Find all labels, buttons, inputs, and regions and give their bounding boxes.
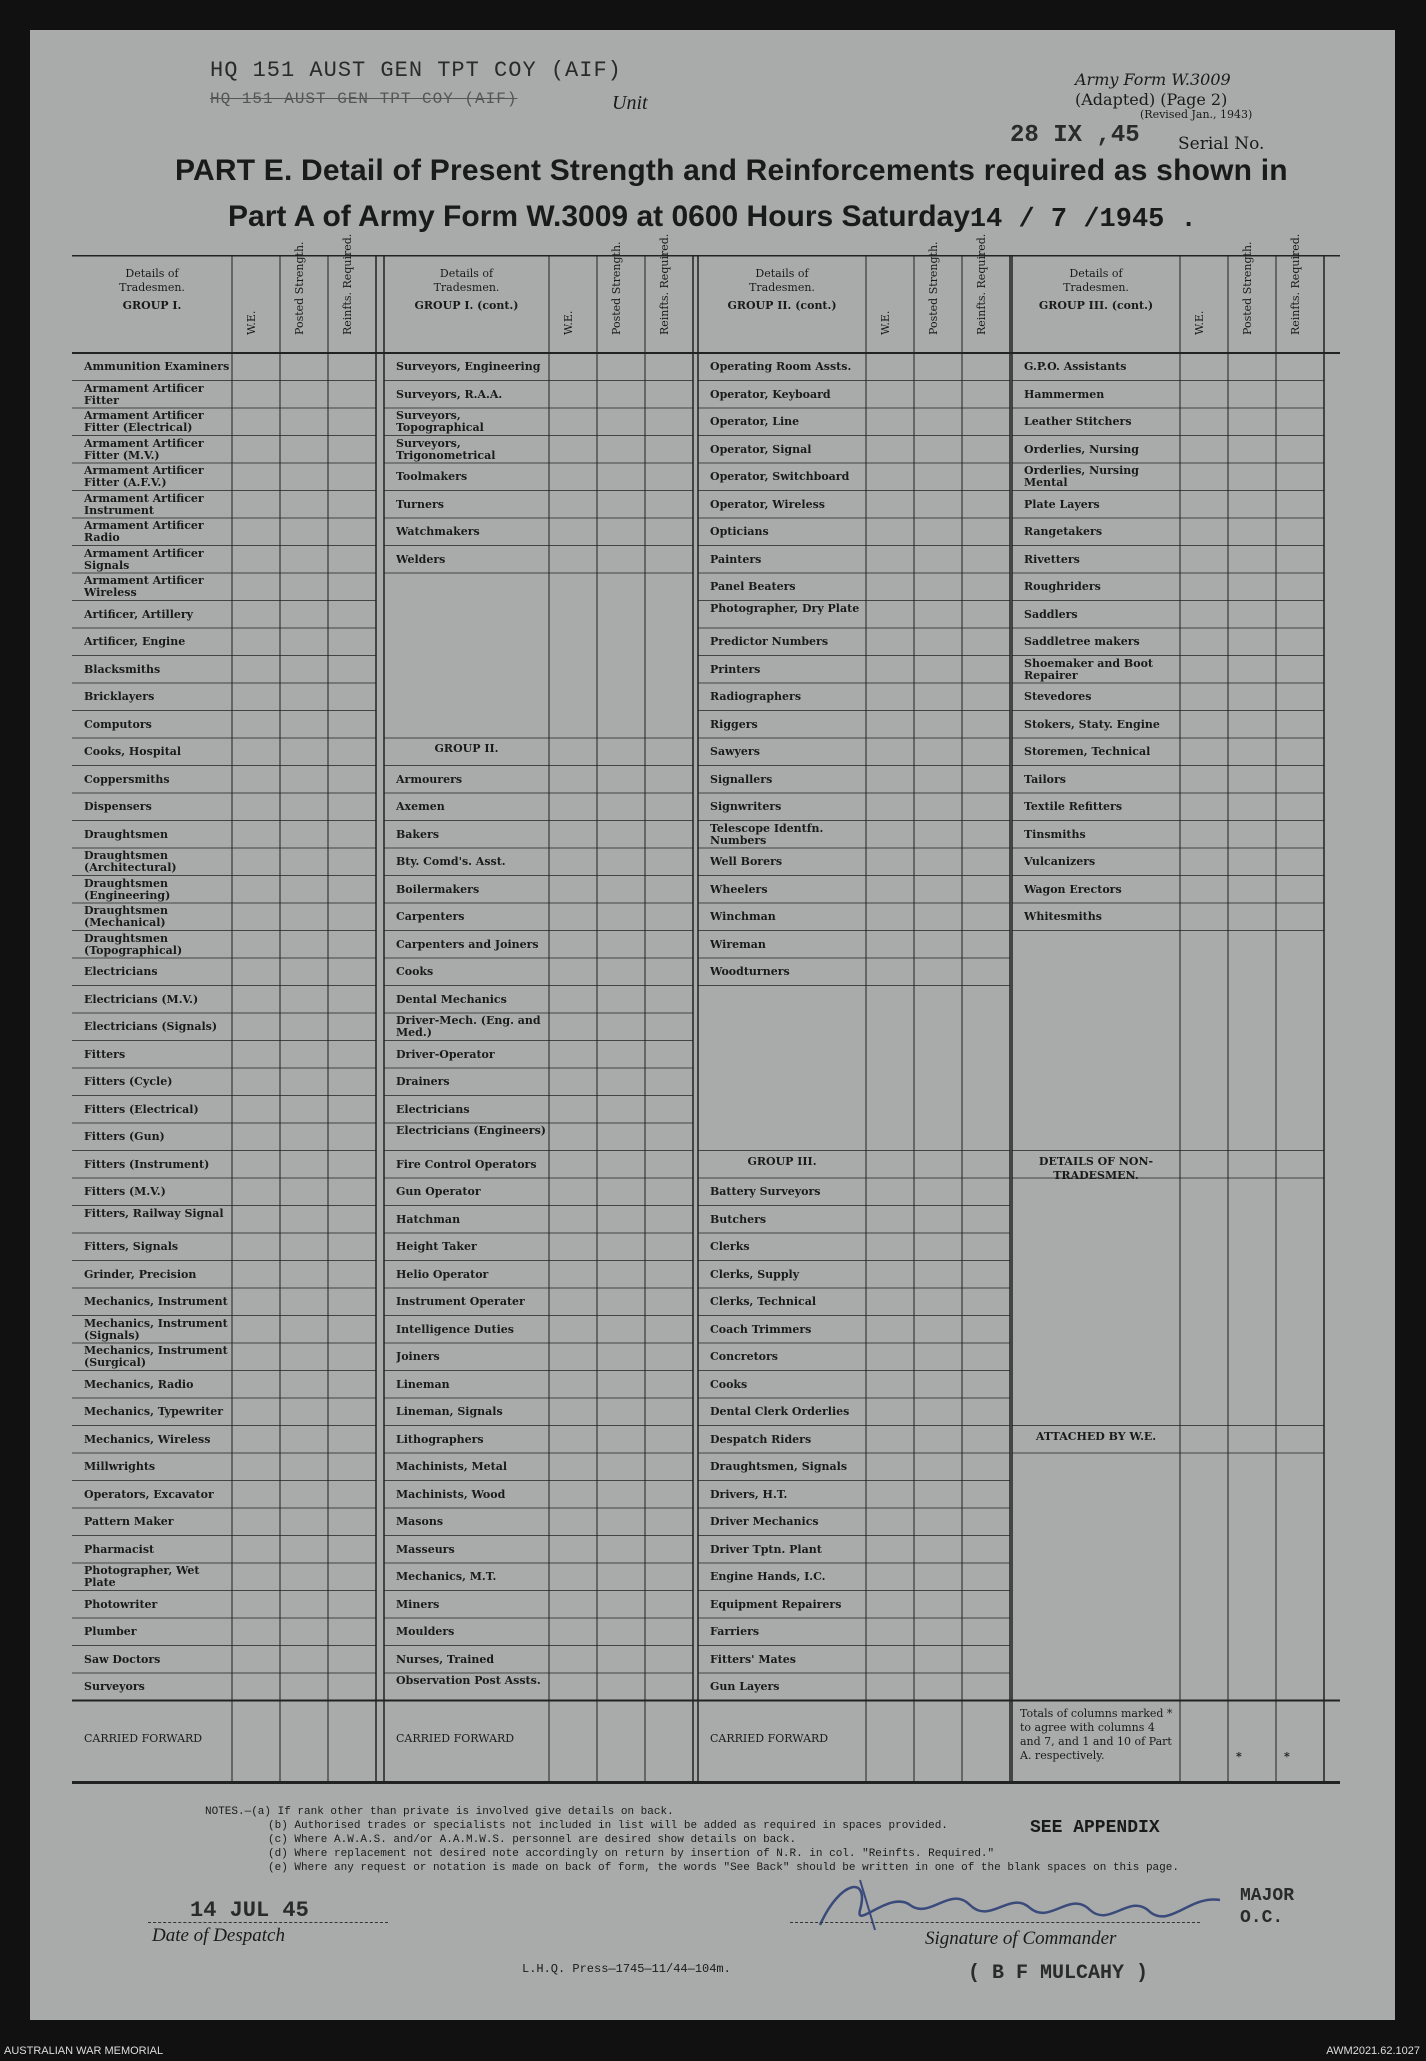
trade-row-label: Bakers — [396, 828, 440, 841]
group-heading: DETAILS OF NON-TRADESMEN. — [1038, 1154, 1154, 1182]
trade-row-label: Gun Layers — [710, 1681, 780, 1693]
trade-row-label: Carpenters — [396, 911, 465, 923]
trade-row-label: Fitters (Electrical) — [84, 1103, 199, 1116]
trade-row-label: Draughtsmen (Architectural) — [84, 850, 177, 874]
trade-row-label: Concretors — [710, 1351, 778, 1363]
note-b: (b) Authorised trades or specialists not included in list will be added as required in spaces provided. — [268, 1820, 948, 1832]
form-revised: (Revised Jan., 1943) — [1140, 108, 1253, 121]
notes — [205, 1805, 1179, 1875]
trade-row-label: Mechanics, Instrument — [84, 1296, 228, 1308]
trade-row-label: Armament Artificer Fitter (M.V.) — [84, 437, 204, 462]
subcolumn-header-reinfts: Reinfts. Required. — [341, 233, 354, 335]
strength-table — [72, 233, 1340, 1795]
trade-row-label: Clerks — [710, 1241, 750, 1253]
trade-row-label: Instrument Operater — [396, 1296, 525, 1308]
page-title-line2 — [228, 200, 1197, 235]
trade-row-label: Miners — [396, 1598, 440, 1611]
totals-mark: * — [1236, 1750, 1242, 1763]
trade-row-label: Mechanics, Radio — [84, 1378, 194, 1391]
column-header-line: GROUP III. (cont.) — [1038, 299, 1154, 312]
trade-row-label: Fitters' Mates — [710, 1653, 796, 1666]
note-e: (e) Where any request or notation is made on back of form, the words "See Back" should be written in one of the blank spaces on this page. — [268, 1862, 1179, 1874]
trade-row-label: Stokers, Staty. Engine — [1024, 718, 1160, 731]
trade-row-label: Fire Control Operators — [396, 1158, 537, 1171]
trade-row-label: Welders — [396, 553, 446, 566]
carried-forward-label: CARRIED FORWARD — [84, 1732, 203, 1745]
trade-row-label: Operators, Excavator — [84, 1488, 214, 1501]
trade-row-label: Grinder, Precision — [84, 1268, 197, 1281]
trade-row-label: Armament Artificer Wireless — [84, 575, 204, 599]
subcolumn-header-we: W.E. — [879, 310, 892, 335]
trade-row-label: Draughtsmen, Signals — [710, 1461, 848, 1473]
note-c: (c) Where A.W.A.S. and/or A.A.M.W.S. personnel are desired show details on back. — [268, 1834, 797, 1846]
trade-row-label: Photographer, Dry Plate — [710, 602, 860, 615]
trade-row-label: Mechanics, M.T. — [396, 1571, 497, 1583]
trade-row-label: Carpenters and Joiners — [396, 938, 539, 951]
trade-row-label: Dental Mechanics — [396, 993, 507, 1006]
subcolumn-header-posted: Posted Strength. — [610, 241, 623, 335]
trade-row-label: Surveyors, Engineering — [396, 361, 541, 373]
trade-row-label: Woodturners — [710, 966, 790, 978]
trade-row-label: Plate Layers — [1024, 498, 1100, 511]
trade-row-label: Tinsmiths — [1024, 828, 1086, 841]
column-header-line: GROUP I. — [122, 299, 182, 312]
trade-row-label: Bricklayers — [84, 691, 155, 703]
trade-row-label: Fitters, Railway Signal — [84, 1207, 224, 1220]
trade-row-label: Surveyors, Topographical — [396, 410, 484, 434]
trade-row-label: Armament Artificer Signals — [84, 547, 204, 572]
trade-row-label: Telescope Identfn. Numbers — [710, 822, 824, 847]
trade-row-label: Dispensers — [84, 801, 152, 813]
trade-row-label: Coppersmiths — [84, 773, 170, 786]
trade-row-label: Moulders — [396, 1626, 455, 1638]
trade-row-label: Draughtsmen (Mechanical) — [84, 905, 169, 929]
subcolumn-header-we: W.E. — [245, 310, 258, 335]
trade-row-label: Toolmakers — [396, 471, 468, 483]
column-header-4 — [1012, 267, 1180, 313]
subcolumn-header-posted: Posted Strength. — [927, 241, 940, 335]
trade-row-label: Fitters, Signals — [84, 1241, 179, 1253]
trade-row-label: Watchmakers — [396, 526, 480, 538]
trade-row-label: Saw Doctors — [84, 1653, 161, 1666]
trade-row-label: Fitters (Gun) — [84, 1131, 165, 1143]
trade-row-label: Fitters (Instrument) — [84, 1158, 210, 1171]
trade-row-label: Intelligence Duties — [396, 1323, 514, 1336]
footer-accession: AWM2021.62.1027 — [1326, 2045, 1420, 2057]
trade-row-label: Turners — [396, 498, 444, 511]
trade-row-label: Electricians — [396, 1103, 470, 1116]
subcolumn-header-we: W.E. — [562, 310, 575, 335]
trade-row-label: Cooks — [396, 966, 434, 978]
trade-row-label: Wagon Erectors — [1024, 883, 1122, 896]
trade-row-label: Saddletree makers — [1024, 636, 1140, 648]
trade-row-label: Panel Beaters — [710, 581, 796, 593]
trade-row-label: Butchers — [710, 1213, 767, 1226]
trade-row-label: Surveyors, Trigonometrical — [396, 437, 496, 462]
trade-row-label: Fitters — [84, 1048, 126, 1061]
trade-row-label: Mechanics, Wireless — [84, 1433, 211, 1446]
column-header-line: Details of — [439, 267, 494, 280]
column-header-line: GROUP II. (cont.) — [727, 299, 837, 312]
trade-row-label: Hammermen — [1024, 388, 1105, 401]
trade-row-label: Vulcanizers — [1024, 856, 1096, 868]
subcolumn-header-posted: Posted Strength. — [293, 241, 306, 335]
trade-row-label: Operator, Signal — [710, 443, 812, 456]
trade-row-label: Electricians (M.V.) — [84, 993, 199, 1006]
trade-row-label: Roughriders — [1024, 581, 1101, 593]
subcolumn-header-reinfts: Reinfts. Required. — [1289, 233, 1302, 335]
page-title-line1: PART E. Detail of Present Strength and Reinforcements required as shown in — [175, 154, 1288, 187]
trade-row-label: Hatchman — [396, 1213, 461, 1226]
trade-row-label: Plumber — [84, 1626, 137, 1638]
title-prefix: Part A of Army Form W.3009 at 0600 Hours Saturday — [228, 200, 970, 233]
trade-row-label: Electricians (Signals) — [84, 1021, 218, 1033]
trade-row-label: Rangetakers — [1024, 526, 1103, 538]
title-date: 14 / 7 /1945 . — [969, 205, 1197, 235]
trade-row-label: Height Taker — [396, 1241, 477, 1253]
trade-row-label: Draughtsmen (Engineering) — [84, 877, 171, 902]
trade-row-label: Artificer, Engine — [84, 636, 186, 648]
trade-row-label: Operator, Line — [710, 416, 800, 428]
trade-row-label: Lineman, Signals — [396, 1406, 503, 1418]
column-header-line: Tradesmen. — [433, 281, 500, 294]
trade-row-label: Boilermakers — [396, 883, 480, 896]
trade-row-label: Observation Post Assts. — [396, 1675, 541, 1687]
group-heading: GROUP II. — [434, 742, 499, 755]
serial-value: 28 IX ,45 — [1010, 122, 1140, 149]
trade-row-label: Shoemaker and Boot Repairer — [1024, 657, 1153, 682]
footer-source: AUSTRALIAN WAR MEMORIAL — [4, 2045, 164, 2057]
trade-row-label: Draughtsmen — [84, 828, 169, 841]
trade-row-label: Armament Artificer Fitter (A.F.V.) — [84, 465, 204, 489]
trade-row-label: Wireman — [710, 938, 766, 951]
column-header-line: Tradesmen. — [749, 281, 815, 294]
trade-row-label: Storemen, Technical — [1024, 746, 1151, 758]
trade-row-label: Pharmacist — [84, 1543, 155, 1556]
trade-row-label: Lithographers — [396, 1433, 484, 1446]
trade-row-label: Draughtsmen (Topographical) — [84, 932, 183, 957]
trade-row-label: Pattern Maker — [84, 1516, 174, 1528]
trade-row-label: Driver-Mech. (Eng. and Med.) — [396, 1015, 541, 1039]
despatch-divider — [148, 1922, 388, 1923]
trade-row-label: Rivetters — [1024, 553, 1080, 566]
trade-row-label: Operator, Wireless — [710, 498, 825, 511]
despatch-date: 14 JUL 45 — [190, 1898, 309, 1923]
trade-row-label: Machinists, Metal — [396, 1461, 508, 1473]
trade-row-label: Clerks, Supply — [710, 1268, 800, 1281]
trade-row-label: Predictor Numbers — [710, 636, 829, 648]
subcolumn-header-reinfts: Reinfts. Required. — [658, 233, 671, 335]
trade-row-label: Orderlies, Nursing — [1024, 443, 1139, 456]
rank-line1: MAJOR — [1240, 1886, 1295, 1906]
trade-row-label: Blacksmiths — [84, 663, 161, 676]
trade-row-label: Tailors — [1024, 773, 1066, 786]
signature-label: Signature of Commander — [925, 1928, 1117, 1949]
trade-row-label: Signwriters — [710, 801, 782, 813]
trade-row-label: Saddlers — [1024, 608, 1078, 621]
trade-row-label: Cooks — [710, 1378, 748, 1391]
totals-mark: * — [1284, 1750, 1290, 1763]
trade-row-label: Armament Artificer Radio — [84, 520, 204, 544]
trade-row-label: Operator, Switchboard — [710, 471, 850, 483]
trade-row-label: Helio Operator — [396, 1268, 489, 1281]
trade-row-label: Printers — [710, 663, 761, 676]
trade-row-label: Machinists, Wood — [396, 1488, 506, 1501]
column-header-3 — [698, 267, 866, 313]
trade-row-label: Fitters (M.V.) — [84, 1186, 166, 1198]
trade-row-label: Artificer, Artillery — [84, 608, 194, 621]
trade-row-label: Axemen — [396, 801, 445, 813]
trade-row-label: Radiographers — [710, 691, 802, 703]
trade-row-label: Electricians (Engineers) — [396, 1125, 546, 1137]
trade-row-label: Engine Hands, I.C. — [710, 1571, 826, 1583]
trade-row-label: Sawyers — [710, 746, 760, 758]
column-header-line: GROUP I. (cont.) — [414, 299, 519, 312]
trade-row-label: Joiners — [396, 1351, 440, 1363]
column-header-line: Details of — [125, 267, 179, 280]
trade-row-label: Stevedores — [1024, 691, 1092, 703]
trade-row-label: Surveyors, R.A.A. — [396, 388, 503, 401]
signature-divider — [790, 1922, 1200, 1923]
trade-row-label: Drainers — [396, 1076, 450, 1088]
column-header-2 — [384, 267, 549, 313]
trade-row-label: Armourers — [396, 773, 463, 786]
trade-row-label: Textile Refitters — [1024, 801, 1123, 813]
trade-row-label: Fitters (Cycle) — [84, 1076, 173, 1088]
trade-row-label: Armament Artificer Instrument — [84, 492, 204, 517]
despatch-label: Date of Despatch — [152, 1925, 285, 1946]
trade-row-label: Mechanics, Typewriter — [84, 1406, 224, 1418]
note-d: (d) Where replacement not desired note accordingly on return by insertion of N.R. in col. "Reinfts. Required." — [268, 1848, 995, 1860]
trade-row-label: Operator, Keyboard — [710, 388, 831, 401]
trade-row-label: Driver-Operator — [396, 1048, 495, 1061]
commander-rank — [1240, 1885, 1294, 1929]
trade-row-label: Nurses, Trained — [396, 1653, 495, 1666]
trade-row-label: Armament Artificer Fitter (Electrical) — [84, 410, 204, 434]
trade-row-label: Winchman — [710, 911, 776, 923]
trade-row-label: Clerks, Technical — [710, 1296, 816, 1308]
trade-row-label: Bty. Comd's. Asst. — [396, 856, 506, 868]
trade-row-label: Dental Clerk Orderlies — [710, 1406, 850, 1418]
trade-row-label: Coach Trimmers — [710, 1323, 812, 1336]
trade-row-label: Armament Artificer Fitter — [84, 382, 204, 407]
note-a: NOTES.—(a) If rank other than private is involved give details on back. — [205, 1806, 674, 1818]
unit-name-struck: HQ 151 AUST GEN TPT COY (AIF) — [210, 90, 518, 108]
trade-row-label: Wheelers — [710, 883, 768, 896]
trade-row-label: Photographer, Wet Plate — [84, 1565, 200, 1589]
carried-forward-label: CARRIED FORWARD — [710, 1732, 829, 1745]
press-line: L.H.Q. Press—1745—11/44—104m. — [522, 1962, 731, 1976]
carried-forward-label: CARRIED FORWARD — [396, 1732, 515, 1745]
column-header-line: Tradesmen. — [1063, 281, 1129, 294]
trade-row-label: Driver Tptn. Plant — [710, 1543, 822, 1556]
trade-row-label: Drivers, H.T. — [710, 1488, 788, 1501]
trade-row-label: Lineman — [396, 1378, 450, 1391]
trade-row-label: Orderlies, Nursing Mental — [1024, 465, 1139, 489]
trade-row-label: Millwrights — [84, 1461, 156, 1473]
trade-row-label: Masons — [396, 1516, 444, 1528]
group-heading: ATTACHED BY W.E. — [1035, 1429, 1157, 1443]
column-header-1 — [72, 267, 232, 313]
column-header-line: Tradesmen. — [119, 281, 185, 294]
unit-name-typed: HQ 151 AUST GEN TPT COY (AIF) — [210, 58, 622, 83]
trade-row-label: Leather Stitchers — [1024, 416, 1132, 428]
trade-row-label: Cooks, Hospital — [84, 746, 182, 758]
trade-row-label: Well Borers — [710, 856, 783, 868]
trade-row-label: Battery Surveyors — [710, 1186, 821, 1198]
rank-line2: O.C. — [1240, 1908, 1284, 1928]
trade-row-label: Operating Room Assts. — [710, 361, 852, 373]
trade-row-label: Gun Operator — [396, 1186, 481, 1198]
subcolumn-header-reinfts: Reinfts. Required. — [975, 233, 988, 335]
trade-row-label: Opticians — [710, 526, 769, 538]
trade-row-label: Driver Mechanics — [710, 1516, 819, 1528]
group-heading: GROUP III. — [747, 1154, 817, 1168]
trade-row-label: Computors — [84, 718, 152, 731]
trade-row-label: Photowriter — [84, 1598, 158, 1611]
trade-row-label: Whitesmiths — [1024, 911, 1102, 923]
see-appendix-stamp: SEE APPENDIX — [1030, 1818, 1160, 1838]
trade-row-label: Farriers — [710, 1626, 760, 1638]
form-name: Army Form W.3009 — [1075, 70, 1231, 89]
trade-row-label: Electricians — [84, 966, 158, 978]
serial-label: Serial No. — [1178, 134, 1265, 154]
trade-row-label: Equipment Repairers — [710, 1598, 842, 1611]
trade-row-label: G.P.O. Assistants — [1024, 361, 1127, 373]
trade-row-label: Surveyors — [84, 1681, 145, 1693]
trade-row-label: Signallers — [710, 773, 773, 786]
trade-row-label: Masseurs — [396, 1543, 455, 1556]
column-header-line: Details of — [1069, 267, 1123, 280]
subcolumn-header-we: W.E. — [1193, 310, 1206, 335]
trade-row-label: Ammunition Examiners — [84, 361, 230, 373]
trade-row-label: Mechanics, Instrument (Surgical) — [84, 1345, 228, 1369]
trade-row-label: Despatch Riders — [710, 1433, 812, 1446]
form-adapted: (Adapted) (Page 2) — [1075, 90, 1228, 109]
commander-name: ( B F MULCAHY ) — [968, 1962, 1149, 1985]
totals-note: Totals of columns marked * to agree with columns 4 and 7, and 1 and 10 of Part A. respectively. — [1020, 1706, 1173, 1762]
trade-row-label: Mechanics, Instrument (Signals) — [84, 1317, 228, 1342]
unit-label: Unit — [612, 92, 648, 114]
subcolumn-header-posted: Posted Strength. — [1241, 241, 1254, 335]
trade-row-label: Riggers — [710, 718, 758, 731]
trade-row-label: Painters — [710, 553, 762, 566]
column-header-line: Details of — [755, 267, 809, 280]
